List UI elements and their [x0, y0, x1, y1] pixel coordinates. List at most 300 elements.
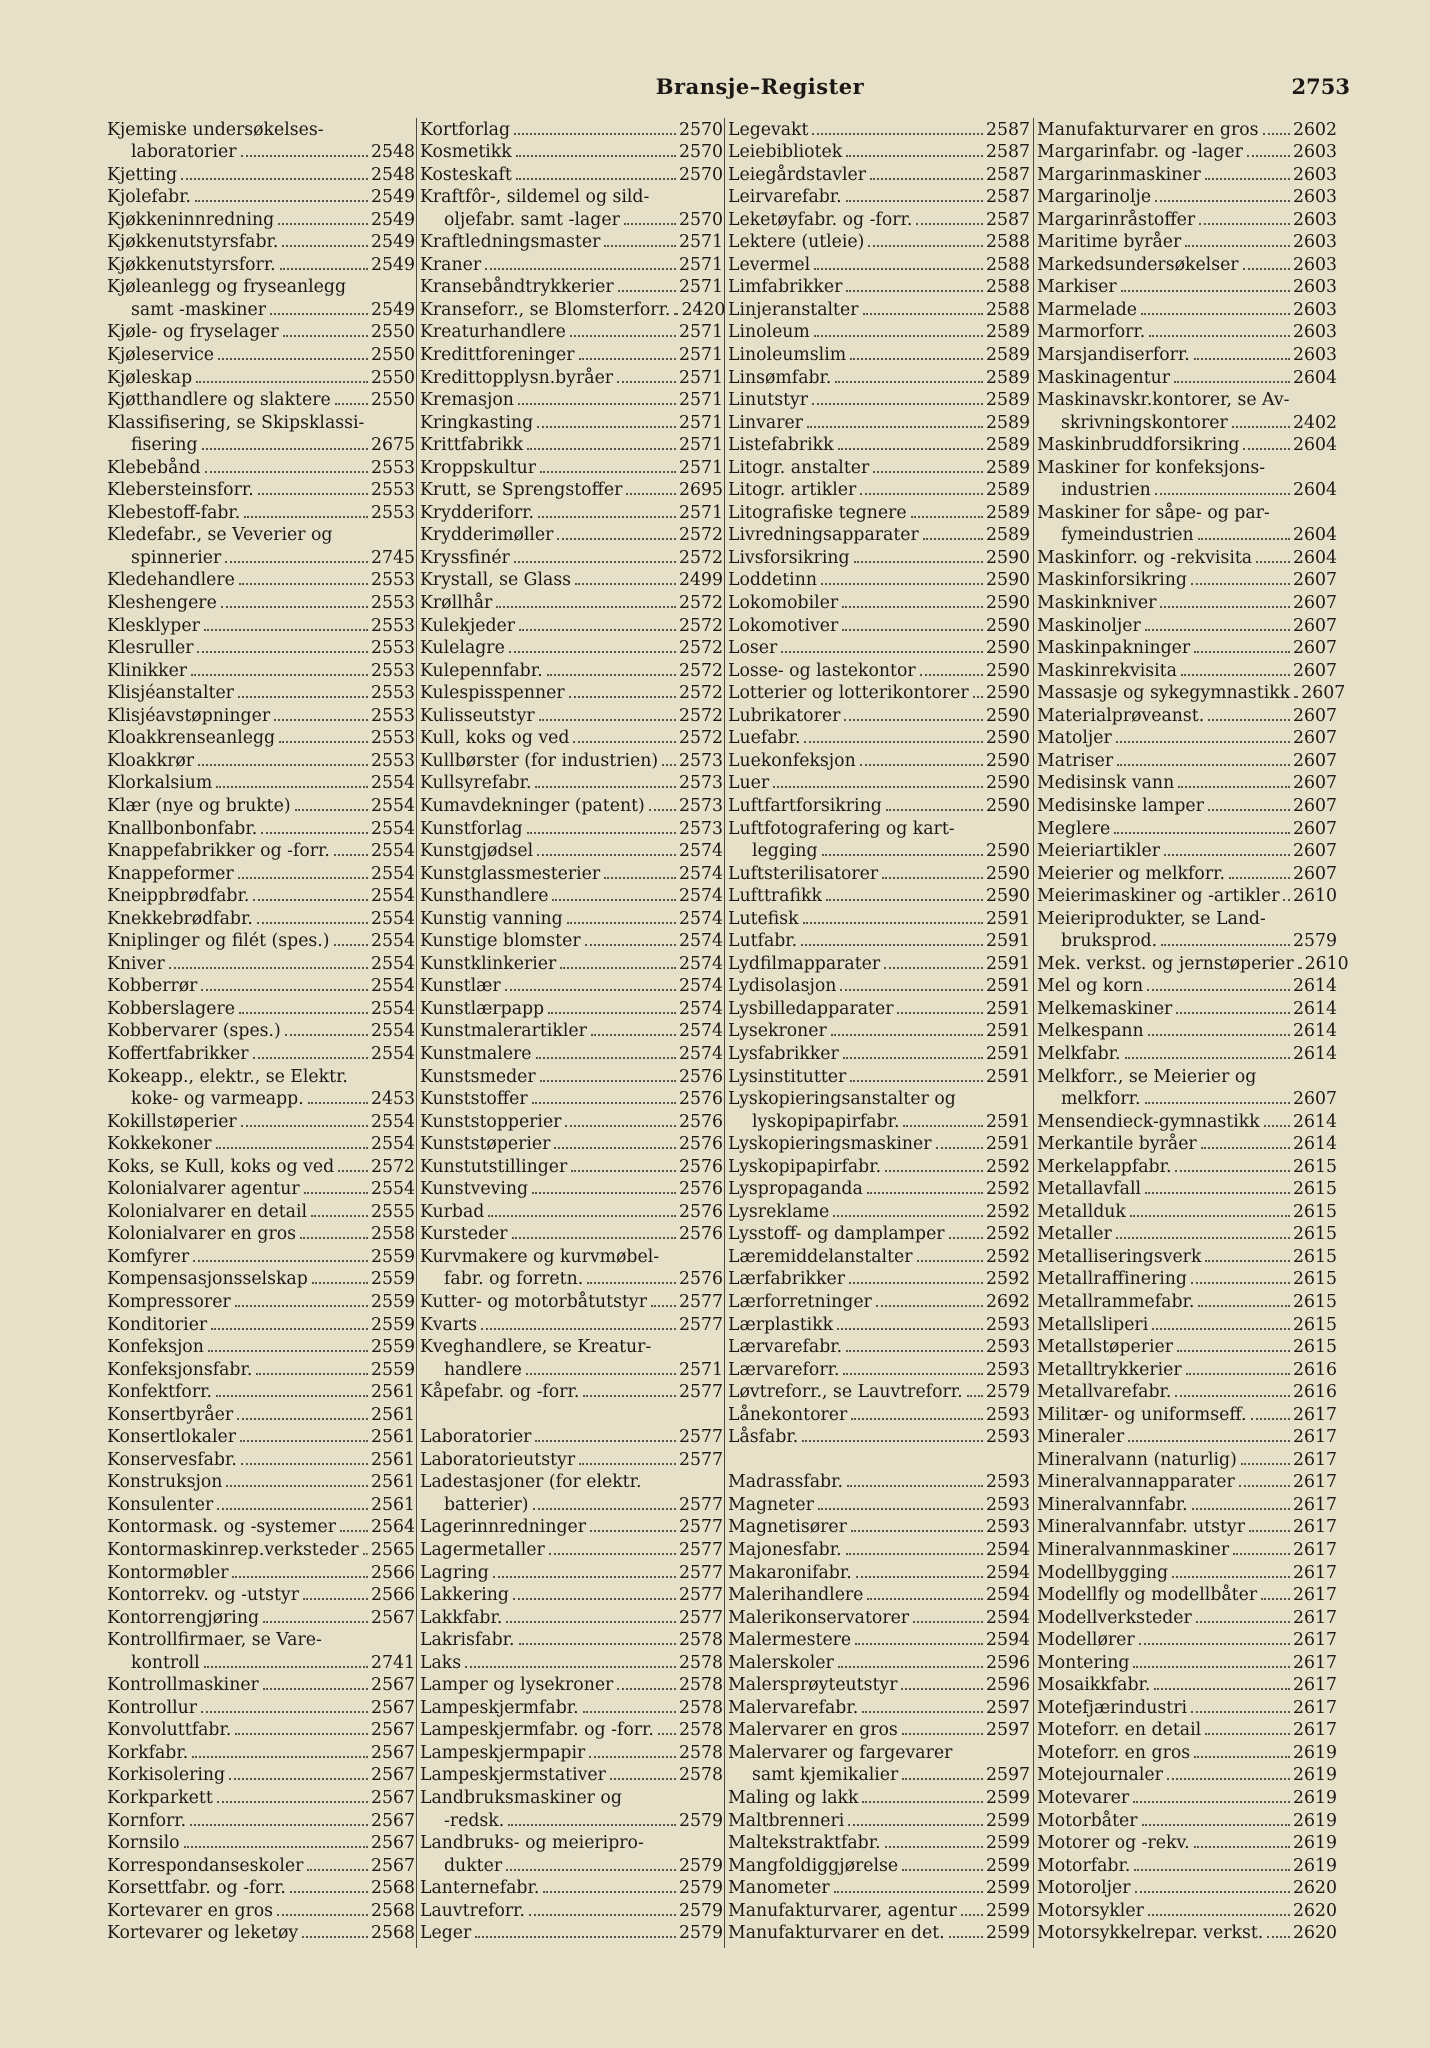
entry-page-number: 2574	[679, 886, 723, 907]
index-entry	[728, 1651, 1030, 1674]
entry-page-number: 2561	[371, 1449, 415, 1470]
index-entry	[1037, 1606, 1337, 1629]
dot-leader	[204, 1666, 368, 1668]
dot-leader	[1145, 1102, 1290, 1104]
entry-page-number: 2615	[1293, 1269, 1337, 1290]
dot-leader	[651, 1305, 676, 1307]
entry-label: Montering	[1037, 1652, 1130, 1673]
entry-page-number: 2593	[986, 1494, 1030, 1515]
index-entry	[1037, 885, 1337, 908]
entry-page-number: 2579	[679, 1900, 723, 1921]
entry-label: Kniplinger og filét (spes.)	[107, 931, 330, 952]
dot-leader	[936, 1147, 983, 1149]
entry-label: Maskinoljer	[1037, 615, 1141, 636]
entry-page-number: 2553	[371, 457, 415, 478]
index-entry	[420, 1899, 723, 1922]
dot-leader	[1116, 741, 1290, 743]
entry-page-number: 2553	[371, 502, 415, 523]
index-entry	[728, 231, 1030, 254]
entry-label: Mensendieck-gymnastikk	[1037, 1111, 1260, 1132]
entry-label: Metallsliperi	[1037, 1314, 1149, 1335]
entry-page-number: 2554	[371, 863, 415, 884]
index-entry	[1037, 569, 1337, 592]
index-entry	[107, 997, 415, 1020]
index-entry	[107, 1899, 415, 1922]
dot-leader	[279, 741, 368, 743]
column-divider	[1033, 118, 1034, 1948]
entry-label: Motevarer	[1037, 1788, 1130, 1809]
entry-page-number: 2571	[679, 390, 723, 411]
index-entry	[420, 1290, 723, 1313]
index-entry	[728, 1629, 1030, 1652]
dot-leader	[649, 809, 676, 811]
entry-label: Lydfilmapparater	[728, 953, 881, 974]
index-entry	[728, 1268, 1030, 1291]
entry-page-number: 2619	[1293, 1833, 1337, 1854]
index-entry	[728, 1516, 1030, 1539]
dot-leader	[557, 538, 676, 540]
index-entry	[420, 1471, 723, 1494]
entry-label: Motoroljer	[1037, 1878, 1131, 1899]
index-entry	[1037, 1516, 1337, 1539]
dot-leader	[847, 1485, 983, 1487]
dot-leader	[846, 290, 983, 292]
dot-leader	[846, 200, 983, 202]
entry-page-number: 2604	[1293, 525, 1337, 546]
dot-leader	[295, 809, 368, 811]
entry-label: Maltekstraktfabr.	[728, 1833, 881, 1854]
dot-leader	[512, 1237, 677, 1239]
entry-label: Linoleum	[728, 322, 810, 343]
index-entry	[107, 952, 415, 975]
entry-page-number: 2578	[679, 1720, 723, 1741]
index-entry	[1037, 1809, 1337, 1832]
entry-label: Kledehandlere	[107, 570, 235, 591]
entry-label: Melkespann	[1037, 1021, 1144, 1042]
entry-label: Kjøle- og fryselager	[107, 322, 279, 343]
dot-leader	[973, 696, 983, 698]
entry-label: Markiser	[1037, 277, 1117, 298]
entry-page-number: 2553	[371, 615, 415, 636]
index-entry	[420, 614, 723, 637]
index-entry	[107, 1493, 415, 1516]
entry-label: Lånekontorer	[728, 1404, 848, 1425]
entry-page-number: 2617	[1293, 1607, 1337, 1628]
entry-label: Kulisseutstyr	[420, 705, 535, 726]
entry-label: oljefabr. samt -lager	[444, 209, 620, 230]
index-entry	[107, 614, 415, 637]
dot-leader	[860, 493, 983, 495]
index-entry	[420, 1922, 723, 1945]
index-entry	[1037, 997, 1337, 1020]
entry-page-number: 2604	[1293, 547, 1337, 568]
index-entry	[420, 1606, 723, 1629]
entry-page-number: 2590	[986, 615, 1030, 636]
index-entry	[420, 1110, 723, 1133]
dot-leader	[579, 1463, 676, 1465]
dot-leader	[197, 651, 368, 653]
entry-page-number: 2617	[1293, 1517, 1337, 1538]
entry-page-number: 2553	[371, 683, 415, 704]
entry-label: Lauvtreforr.	[420, 1900, 526, 1921]
dot-leader	[1155, 493, 1290, 495]
entry-page-number: 2591	[986, 1134, 1030, 1155]
index-entry	[1037, 862, 1337, 885]
entry-label: Lærvarefabr.	[728, 1337, 843, 1358]
entry-page-number: 2603	[1293, 345, 1337, 366]
index-entry	[107, 1809, 415, 1832]
dot-leader	[204, 629, 368, 631]
dot-leader	[854, 561, 983, 563]
dot-leader	[862, 1711, 983, 1713]
index-entry	[107, 1741, 415, 1764]
index-entry	[728, 343, 1030, 366]
dot-leader	[1247, 155, 1290, 157]
dot-leader	[1135, 1891, 1291, 1893]
index-entry	[420, 1696, 723, 1719]
index-entry	[1037, 524, 1337, 547]
index-entry	[107, 591, 415, 614]
index-entry	[107, 1178, 415, 1201]
dot-leader	[239, 1012, 368, 1014]
entry-page-number: 2587	[986, 142, 1030, 163]
entry-label: Metallavfall	[1037, 1179, 1142, 1200]
entry-page-number: 2610	[1304, 953, 1349, 974]
index-column-2	[420, 118, 726, 1944]
entry-page-number: 2549	[371, 232, 415, 253]
entry-label: Mel og korn	[1037, 976, 1144, 997]
entry-page-number: 2548	[371, 164, 415, 185]
entry-page-number: 2615	[1293, 1201, 1337, 1222]
index-entry	[420, 163, 723, 186]
dot-leader	[591, 1034, 676, 1036]
dot-leader	[196, 381, 368, 383]
entry-label: Kveghandlere, se Kreatur-	[420, 1337, 652, 1358]
dot-leader	[519, 629, 676, 631]
index-entry	[728, 907, 1030, 930]
dot-leader	[1267, 1936, 1290, 1938]
dot-leader	[843, 1057, 983, 1059]
entry-page-number: 2573	[679, 750, 723, 771]
dot-leader	[191, 674, 368, 676]
index-entry	[1037, 1854, 1337, 1877]
entry-page-number: 2603	[1293, 209, 1337, 230]
entry-label: Melkfabr.	[1037, 1043, 1121, 1064]
dot-leader	[1233, 1553, 1290, 1555]
dot-leader	[221, 606, 368, 608]
dot-leader	[901, 1688, 983, 1690]
dot-leader	[781, 651, 983, 653]
index-entry	[1037, 1426, 1337, 1449]
entry-label: Kunstgjødsel	[420, 841, 534, 862]
entry-page-number: 2604	[1293, 480, 1337, 501]
dot-leader	[862, 1801, 983, 1803]
dot-leader	[821, 583, 983, 585]
entry-page-number: 2590	[986, 886, 1030, 907]
entry-label: Lagerinnredninger	[420, 1517, 587, 1538]
entry-label: Magnetisører	[728, 1517, 847, 1538]
dot-leader	[527, 832, 676, 834]
index-entry	[107, 1155, 415, 1178]
index-entry	[420, 1268, 723, 1291]
entry-label: Kredittopplysn.byråer	[420, 367, 614, 388]
entry-page-number: 2576	[679, 1134, 723, 1155]
dot-leader	[192, 1756, 368, 1758]
index-entry	[420, 1133, 723, 1156]
entry-label: Konsulenter	[107, 1494, 214, 1515]
entry-label: Kunstlær	[420, 976, 501, 997]
index-entry	[1037, 1178, 1337, 1201]
entry-page-number: 2590	[986, 863, 1030, 884]
dot-leader	[604, 877, 676, 879]
dot-leader	[903, 1125, 983, 1127]
entry-label: Kraner	[420, 254, 482, 275]
entry-page-number: 2589	[986, 390, 1030, 411]
index-entry	[107, 163, 415, 186]
entry-label: Legevakt	[728, 119, 809, 140]
index-entry	[728, 186, 1030, 209]
dot-leader	[169, 967, 368, 969]
dot-leader	[274, 719, 368, 721]
entry-label: Listefabrikk	[728, 435, 834, 456]
entry-page-number: 2577	[679, 1314, 723, 1335]
index-entry	[107, 524, 415, 547]
index-entry	[1037, 1313, 1337, 1336]
entry-page-number: 2550	[371, 345, 415, 366]
dot-leader	[575, 583, 676, 585]
dot-leader	[1208, 809, 1290, 811]
dot-leader	[1175, 1395, 1290, 1397]
dot-leader	[868, 245, 983, 247]
index-entry	[420, 546, 723, 569]
entry-page-number: 2592	[986, 1246, 1030, 1267]
dot-leader	[218, 358, 368, 360]
entry-page-number: 2594	[986, 1562, 1030, 1583]
entry-page-number: 2577	[679, 1607, 723, 1628]
entry-page-number: 2554	[371, 1043, 415, 1064]
dot-leader	[338, 1170, 368, 1172]
entry-page-number: 2567	[371, 1675, 415, 1696]
index-entry	[728, 456, 1030, 479]
index-entry	[107, 1832, 415, 1855]
dot-leader	[535, 786, 676, 788]
entry-page-number: 2571	[679, 1359, 723, 1380]
entry-label: Lutefisk	[728, 908, 799, 929]
entry-page-number: 2559	[371, 1314, 415, 1335]
entry-label: Kledefabr., se Veverier og	[107, 525, 333, 546]
entry-label: Kranseforr., se Blomsterforr.	[420, 299, 671, 320]
index-entry	[107, 727, 415, 750]
entry-label: Meieriartikler	[1037, 841, 1160, 862]
entry-page-number: 2593	[986, 1314, 1030, 1335]
index-entry	[1037, 975, 1337, 998]
entry-label: Modellører	[1037, 1630, 1135, 1651]
entry-label: Konfektforr.	[107, 1382, 212, 1403]
entry-label: Korkparkett	[107, 1788, 213, 1809]
index-entry	[420, 1877, 723, 1900]
index-entry	[420, 321, 723, 344]
index-entry	[728, 1133, 1030, 1156]
dot-leader	[1243, 448, 1290, 450]
dot-leader	[1145, 1192, 1290, 1194]
entry-page-number: 2741	[371, 1652, 415, 1673]
entry-label: Luftsterilisatorer	[728, 863, 879, 884]
entry-page-number: 2607	[1301, 683, 1346, 704]
entry-label: Krystall, se Glass	[420, 570, 572, 591]
dot-leader	[917, 1260, 984, 1262]
index-entry	[107, 794, 415, 817]
dot-leader	[885, 1170, 983, 1172]
entry-page-number: 2614	[1293, 1111, 1337, 1132]
dot-leader	[481, 1328, 676, 1330]
entry-page-number: 2574	[679, 976, 723, 997]
index-entry	[728, 1674, 1030, 1697]
entry-label: Låsfabr.	[728, 1427, 799, 1448]
entry-label: Klebersteinsforr.	[107, 480, 254, 501]
entry-label: Konditorier	[107, 1314, 208, 1335]
entry-page-number: 2589	[986, 412, 1030, 433]
entry-label: Modellverksteder	[1037, 1607, 1192, 1628]
entry-label: melkforr.	[1061, 1089, 1141, 1110]
index-entry	[728, 952, 1030, 975]
index-entry	[1037, 682, 1346, 705]
index-entry	[1037, 749, 1337, 772]
entry-page-number: 2603	[1293, 232, 1337, 253]
entry-label: Korrespondanseskoler	[107, 1855, 304, 1876]
index-entry	[1037, 1922, 1337, 1945]
entry-label: Konvoluttfabr.	[107, 1720, 232, 1741]
entry-page-number: 2579	[1293, 931, 1337, 952]
dot-leader	[1194, 651, 1290, 653]
entry-label: Knappefabrikker og -forr.	[107, 841, 330, 862]
entry-label: Mineralvannfabr. utstyr	[1037, 1517, 1246, 1538]
entry-label: Mangfoldiggjørelse	[728, 1855, 899, 1876]
entry-label: Moteforr. en gros	[1037, 1742, 1191, 1763]
entry-page-number: 2554	[371, 1021, 415, 1042]
dot-leader	[211, 1328, 368, 1330]
entry-label: Lakrisfabr.	[420, 1630, 515, 1651]
index-entry	[420, 1020, 723, 1043]
dot-leader	[1147, 989, 1290, 991]
entry-label: samt kjemikalier	[752, 1765, 899, 1786]
index-entry	[728, 546, 1030, 569]
entry-label: Kurbad	[420, 1201, 485, 1222]
index-entry	[728, 1042, 1030, 1065]
index-entry	[420, 1200, 723, 1223]
entry-page-number: 2554	[371, 1134, 415, 1155]
dot-leader	[1148, 1914, 1290, 1916]
entry-label: Kolonialvarer en gros	[107, 1224, 297, 1245]
index-entry	[1037, 1764, 1337, 1787]
dot-leader	[804, 741, 983, 743]
dot-leader	[278, 223, 368, 225]
entry-page-number: 2567	[371, 1810, 415, 1831]
entry-page-number: 2572	[679, 615, 723, 636]
index-entry	[420, 1381, 723, 1404]
entry-page-number: 2548	[371, 142, 415, 163]
entry-page-number: 2553	[371, 593, 415, 614]
entry-page-number: 2615	[1293, 1246, 1337, 1267]
index-entry	[1037, 1561, 1337, 1584]
entry-page-number: 2589	[986, 435, 1030, 456]
index-entry	[420, 727, 723, 750]
index-entry	[107, 1336, 415, 1359]
dot-leader	[867, 1598, 983, 1600]
entry-page-number: 2591	[986, 976, 1030, 997]
entry-label: Leiegårdstavler	[728, 164, 867, 185]
entry-page-number: 2572	[679, 660, 723, 681]
entry-page-number: 2591	[986, 1111, 1030, 1132]
index-entry	[728, 1403, 1030, 1426]
dot-leader	[846, 155, 983, 157]
entry-page-number: 2599	[986, 1923, 1030, 1944]
index-entry	[728, 1877, 1030, 1900]
index-entry	[420, 794, 723, 817]
dot-leader	[949, 1237, 983, 1239]
dot-leader	[1298, 967, 1302, 969]
index-entry	[420, 1629, 723, 1652]
entry-label: kontroll	[131, 1652, 200, 1673]
dot-leader	[225, 561, 368, 563]
dot-leader	[540, 1080, 676, 1082]
dot-leader	[1172, 1576, 1290, 1578]
index-entry	[420, 118, 723, 141]
entry-page-number: 2576	[679, 1089, 723, 1110]
index-entry	[107, 253, 415, 276]
entry-page-number: 2576	[679, 1269, 723, 1290]
entry-page-number: 2599	[986, 1878, 1030, 1899]
entry-label: Mineraler	[1037, 1427, 1125, 1448]
entry-label: Limfabrikker	[728, 277, 843, 298]
entry-label: Knappeformer	[107, 863, 234, 884]
entry-label: Luer	[728, 773, 770, 794]
entry-label: Kornforr.	[107, 1810, 187, 1831]
entry-label: Margarinråstoffer	[1037, 209, 1196, 230]
dot-leader	[579, 358, 677, 360]
index-entry	[420, 253, 723, 276]
index-entry	[1037, 1020, 1337, 1043]
dot-leader	[1186, 1373, 1290, 1375]
index-entry	[420, 276, 723, 299]
entry-label: Lampeskjermpapir	[420, 1742, 586, 1763]
entry-page-number: 2576	[679, 1201, 723, 1222]
entry-label: Kontrollfirmaer, se Vare-	[107, 1630, 322, 1651]
index-entry	[420, 1088, 723, 1111]
entry-label: Lokomobiler	[728, 593, 839, 614]
index-entry	[728, 1764, 1030, 1787]
dot-leader	[1196, 1621, 1290, 1623]
entry-page-number: 2590	[986, 660, 1030, 681]
entry-label: Luftfartforsikring	[728, 795, 882, 816]
entry-label: Modellbygging	[1037, 1562, 1169, 1583]
dot-leader	[949, 1936, 983, 1938]
entry-label: Makaronifabr.	[728, 1562, 852, 1583]
dot-leader	[863, 313, 984, 315]
index-entry	[728, 1584, 1030, 1607]
entry-page-number: 2588	[986, 277, 1030, 298]
index-entry	[107, 479, 415, 502]
entry-label: Kryssfinér	[420, 547, 510, 568]
dot-leader	[509, 651, 676, 653]
page-number: 2753	[1291, 74, 1350, 99]
index-entry	[420, 1336, 723, 1359]
index-entry	[107, 1313, 415, 1336]
entry-label: Loser	[728, 638, 778, 659]
entry-label: Kortevarer og leketøy	[107, 1923, 299, 1944]
dot-leader	[195, 200, 368, 202]
dot-leader	[508, 1824, 676, 1826]
entry-page-number: 2567	[371, 1765, 415, 1786]
